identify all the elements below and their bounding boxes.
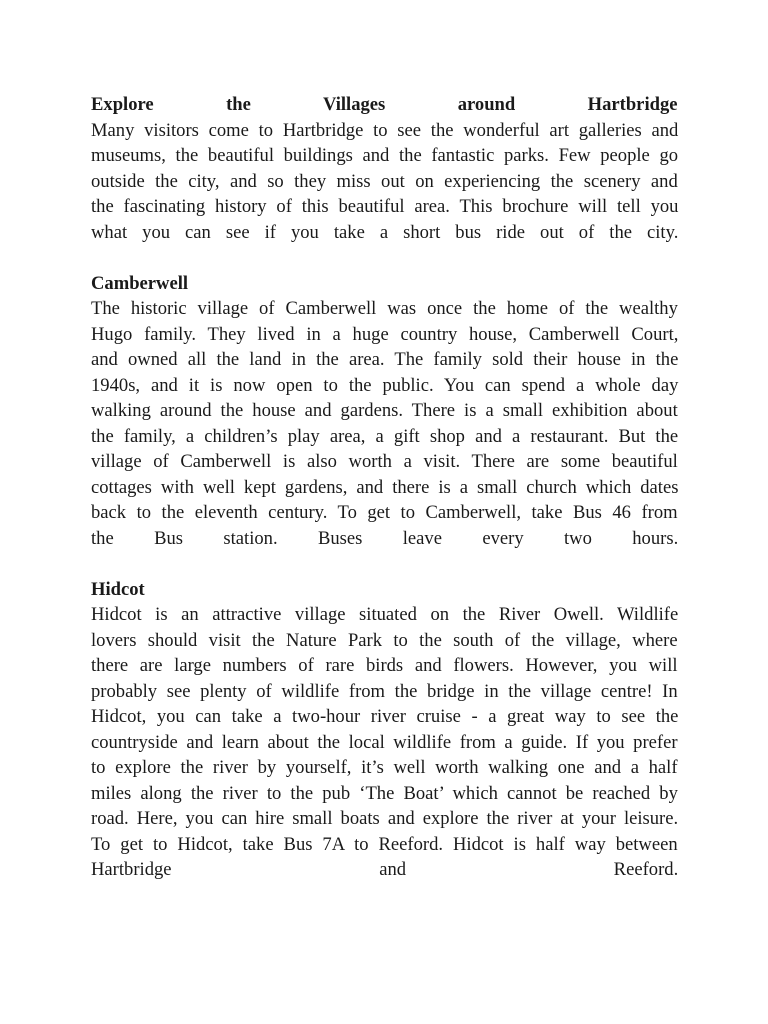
section-hidcot: [91, 577, 678, 883]
paragraph-line: back to the eleventh century. To get to Camberwell, take Bus 46 from: [91, 502, 678, 523]
document-title: [91, 92, 678, 118]
paragraph-line: museums, the beautiful buildings and the fantastic parks. Few people go: [91, 145, 679, 166]
paragraph-line: to explore the river by yourself, it’s well worth walking one and a half: [91, 757, 678, 778]
document-body: [91, 92, 678, 883]
paragraph-line: lovers should visit the Nature Park to the south of the village, where: [91, 629, 678, 651]
section-heading: Hidcot: [91, 578, 145, 600]
paragraph-line: village of Camberwell is also worth a visit. There are some beautiful: [91, 451, 678, 472]
paragraph-line: miles along the river to the pub ‘The Boat’ which cannot be reached by: [91, 782, 678, 804]
paragraph-line: what you can see if you take a short bus ride out of the city.: [91, 221, 679, 243]
paragraph-line: probably see plenty of wildlife from the bridge in the village centre! In: [91, 680, 678, 702]
paragraph-line: the family, a children’s play area, a gift shop and a restaurant. But the: [91, 425, 679, 447]
paragraph-gap: [91, 551, 678, 577]
section-heading: Camberwell: [91, 272, 189, 294]
paragraph-line: cottages with well kept gardens, and there is a small church which dates: [91, 476, 679, 498]
paragraph-line: Hidcot is an attractive village situated on the River Owell. Wildlife: [91, 604, 679, 625]
paragraph-line: Hugo family. They lived in a huge country house, Camberwell Court,: [91, 323, 679, 345]
title-word: Villages: [322, 94, 386, 115]
title-word: Explore: [91, 94, 154, 115]
paragraph-line: walking around the house and gardens. There is a small exhibition about: [91, 400, 678, 421]
paragraph-line: Hartbridge and Reeford.: [91, 859, 679, 880]
paragraph-line: countryside and learn about the local wildlife from a guide. If you prefer: [91, 731, 678, 753]
paragraph-line: outside the city, and so they miss out on experiencing the scenery and: [91, 170, 678, 192]
title-word: Hartbridge: [587, 94, 678, 115]
paragraph-line: the Bus station. Buses leave every two hours.: [91, 527, 679, 549]
title-word: the: [226, 94, 251, 115]
paragraph-line: road. Here, you can hire small boats and explore the river at your leisure.: [91, 808, 679, 829]
title-word: around: [457, 94, 516, 115]
paragraph-line: Hidcot, you can take a two-hour river cruise - a great way to see the: [91, 706, 679, 727]
paragraph-line: and owned all the land in the area. The family sold their house in the: [91, 349, 679, 370]
paragraph-line: 1940s, and it is now open to the public. You can spend a whole day: [91, 374, 679, 396]
intro-paragraph: [91, 118, 678, 246]
paragraph-line: there are large numbers of rare birds and flowers. However, you will: [91, 655, 678, 676]
paragraph-line: The historic village of Camberwell was once the home of the wealthy: [91, 298, 678, 319]
paragraph-line: To get to Hidcot, take Bus 7A to Reeford. Hidcot is half way between: [91, 833, 678, 855]
paragraph-gap: [91, 245, 678, 271]
section-camberwell: [91, 271, 678, 552]
paragraph-line: Many visitors come to Hartbridge to see the wonderful art galleries and: [91, 119, 679, 141]
paragraph-line: the fascinating history of this beautiful area. This brochure will tell you: [91, 196, 679, 217]
